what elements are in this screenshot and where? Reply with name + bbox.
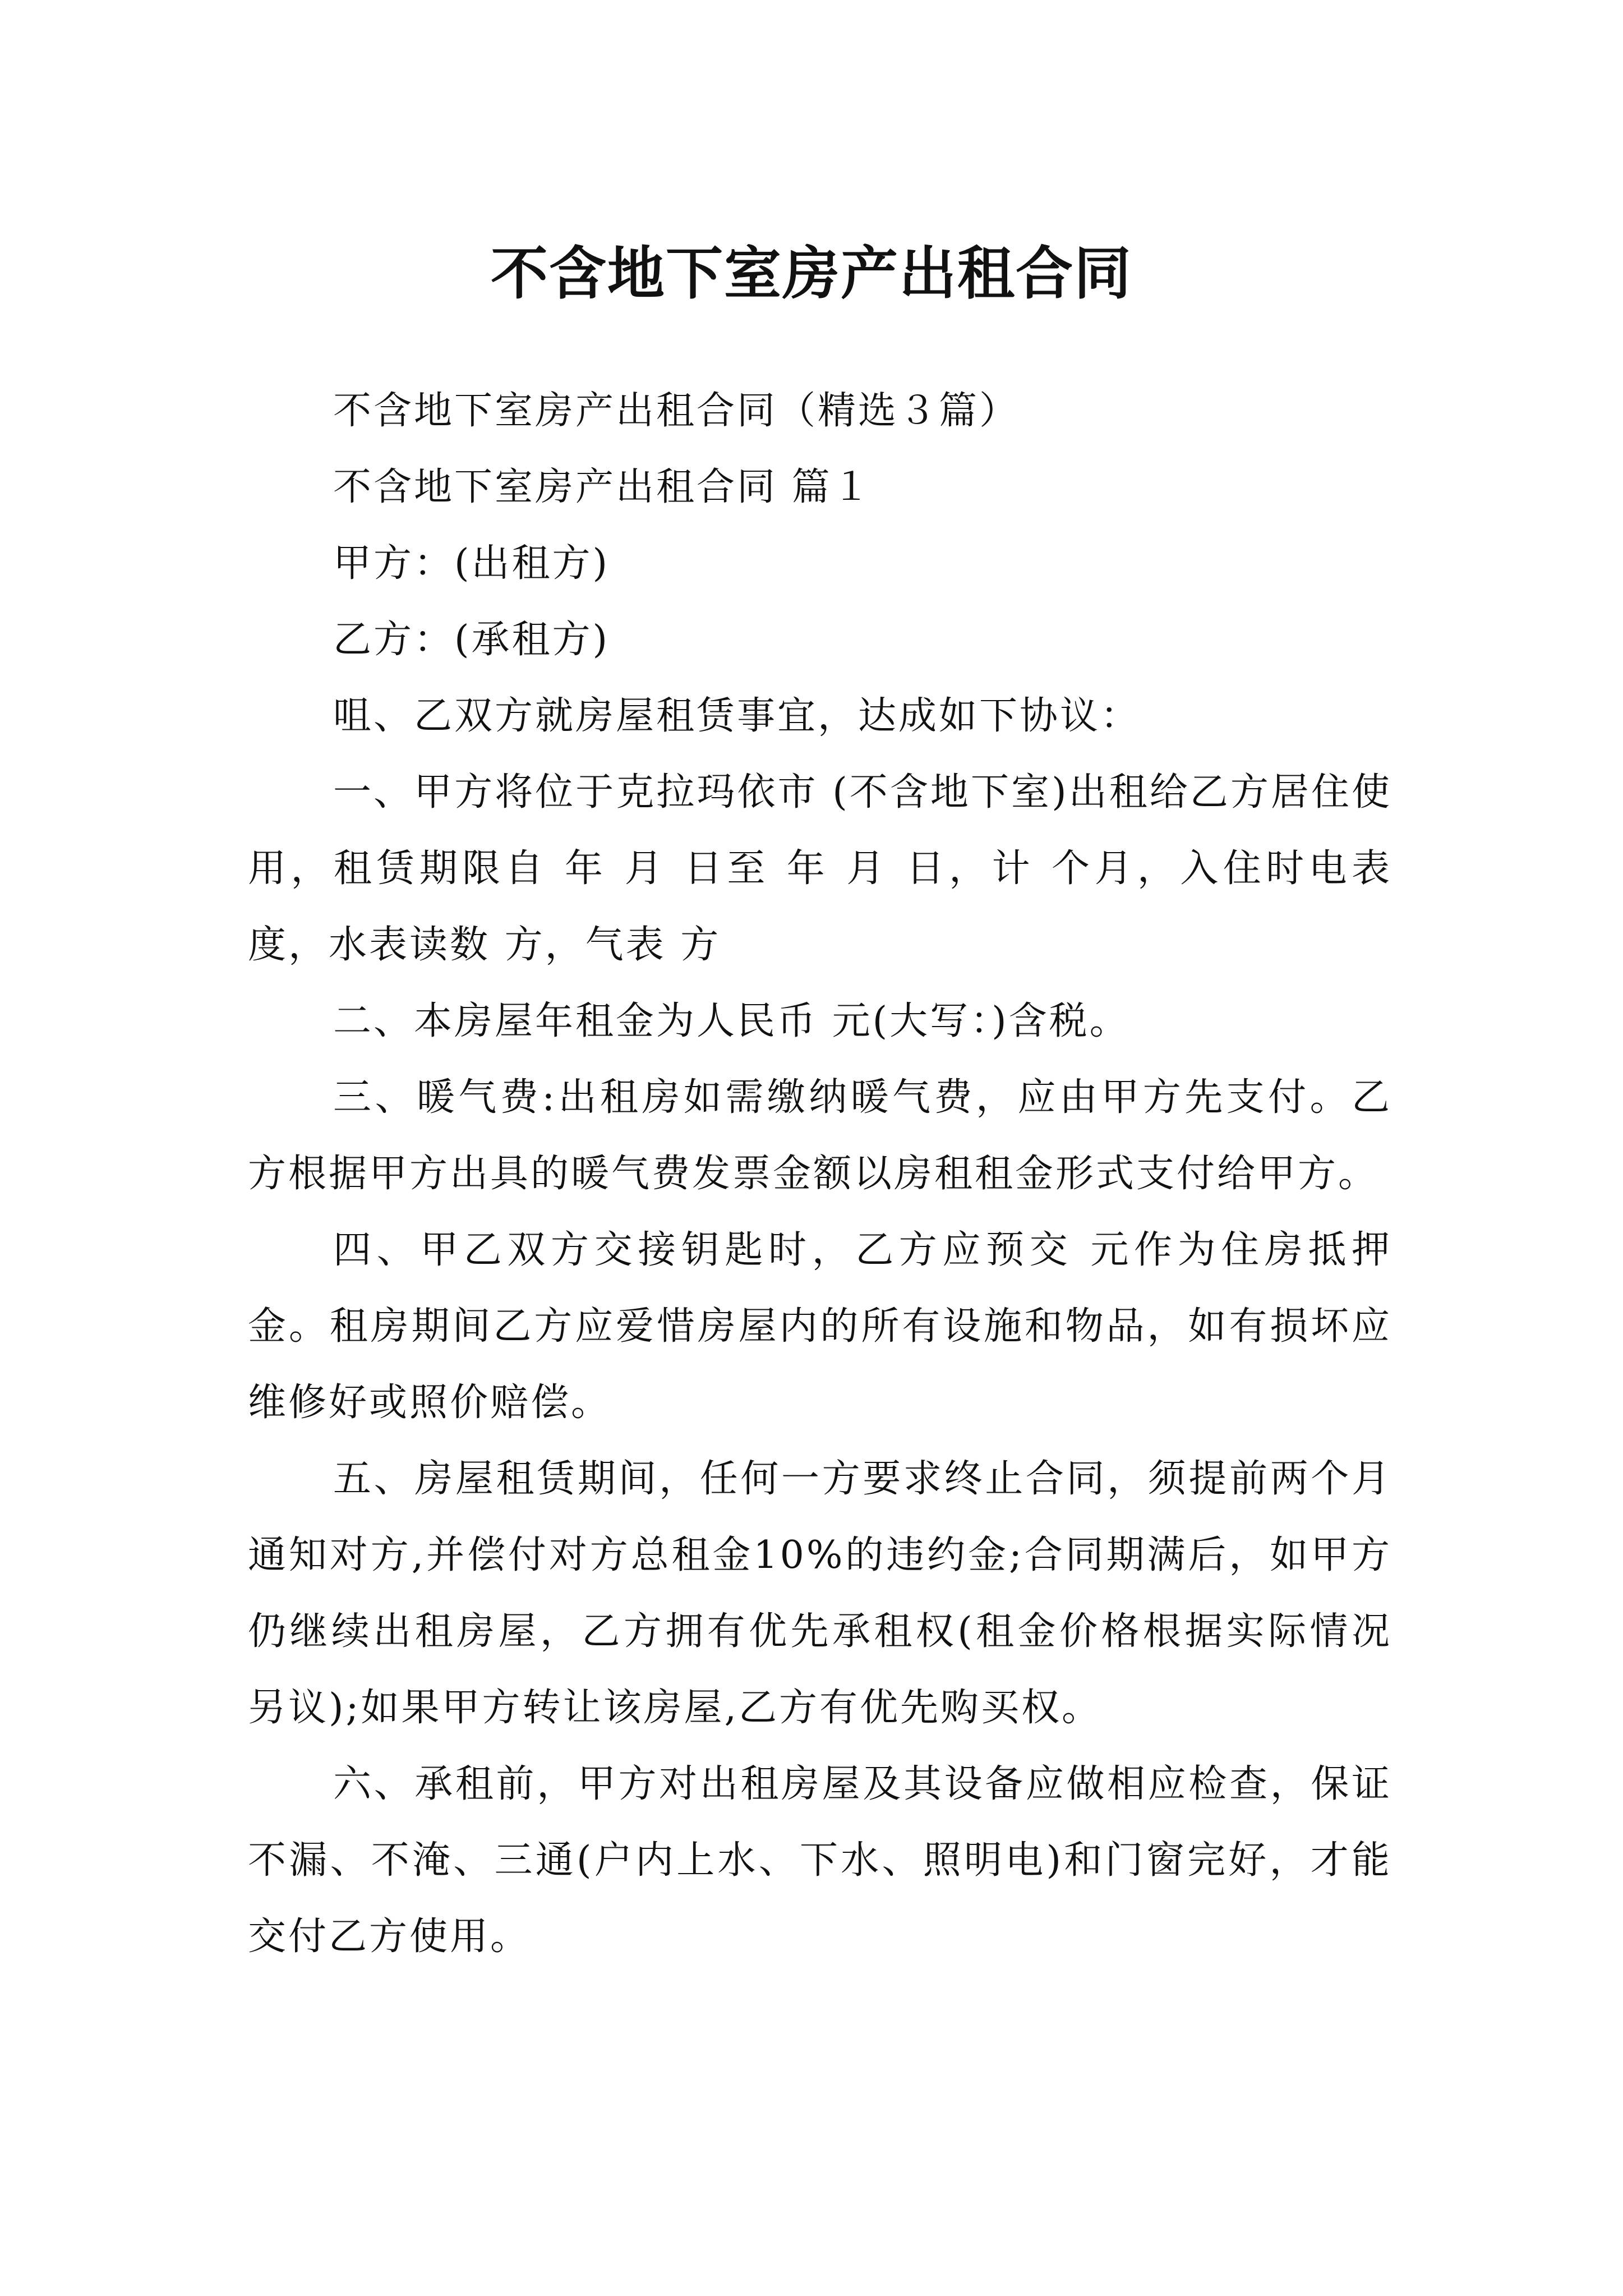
paragraph-section-heading: 不含地下室房产出租合同 篇１ bbox=[333, 465, 873, 509]
paragraph-clause-3: 三、暖气费:出租房如需缴纳暖气费，应由甲方先支付。乙方根据甲方出具的暖气费发票金额以房租租金形式支付给甲方。 bbox=[248, 1075, 1392, 1196]
paragraph-clause-6: 六、承租前，甲方对出租房屋及其设备应做相应检查，保证不漏、不淹、三通(户内上水、下水、照明电)和门窗完好，才能交付乙方使用。 bbox=[248, 1762, 1392, 1959]
paragraph-party-a: 甲方：(出租方) bbox=[333, 541, 610, 586]
paragraph-collection-title: 不含地下室房产出租合同（精选３篇） bbox=[333, 389, 1020, 433]
paragraph-party-b: 乙方：(承租方) bbox=[333, 618, 610, 662]
paragraph-clause-2: 二、本房屋年租金为人民币 元(大写：)含税。 bbox=[333, 999, 1130, 1043]
document-title: 不含地下室房产出租合同 bbox=[491, 240, 1132, 308]
paragraph-clause-5: 五、房屋租赁期间，任何一方要求终止合同，须提前两个月通知对方,并偿付对方总租金10%的违约金;合同期满后，如甲方仍继续出租房屋，乙方拥有优先承租权(租金价格根据实际情况另议);如果甲方转让该房屋,乙方有优先购买权。 bbox=[248, 1457, 1392, 1730]
paragraph-clause-4: 四、甲乙双方交接钥匙时，乙方应预交 元作为住房抵押金。租房期间乙方应爱惜房屋内的所有设施和物品，如有损坏应维修好或照价赔偿。 bbox=[248, 1228, 1392, 1425]
paragraph-clause-1: 一、甲方将位于克拉玛依市 (不含地下室)出租给乙方居住使用，租赁期限自 年 月 日至 年 月 日，计 个月，入住时电表 度，水表读数 方，气表 方 bbox=[248, 770, 1392, 967]
paragraph-agreement-intro: 咀、乙双方就房屋租赁事宜，达成如下协议： bbox=[333, 694, 1141, 738]
document-body bbox=[248, 373, 1392, 1975]
